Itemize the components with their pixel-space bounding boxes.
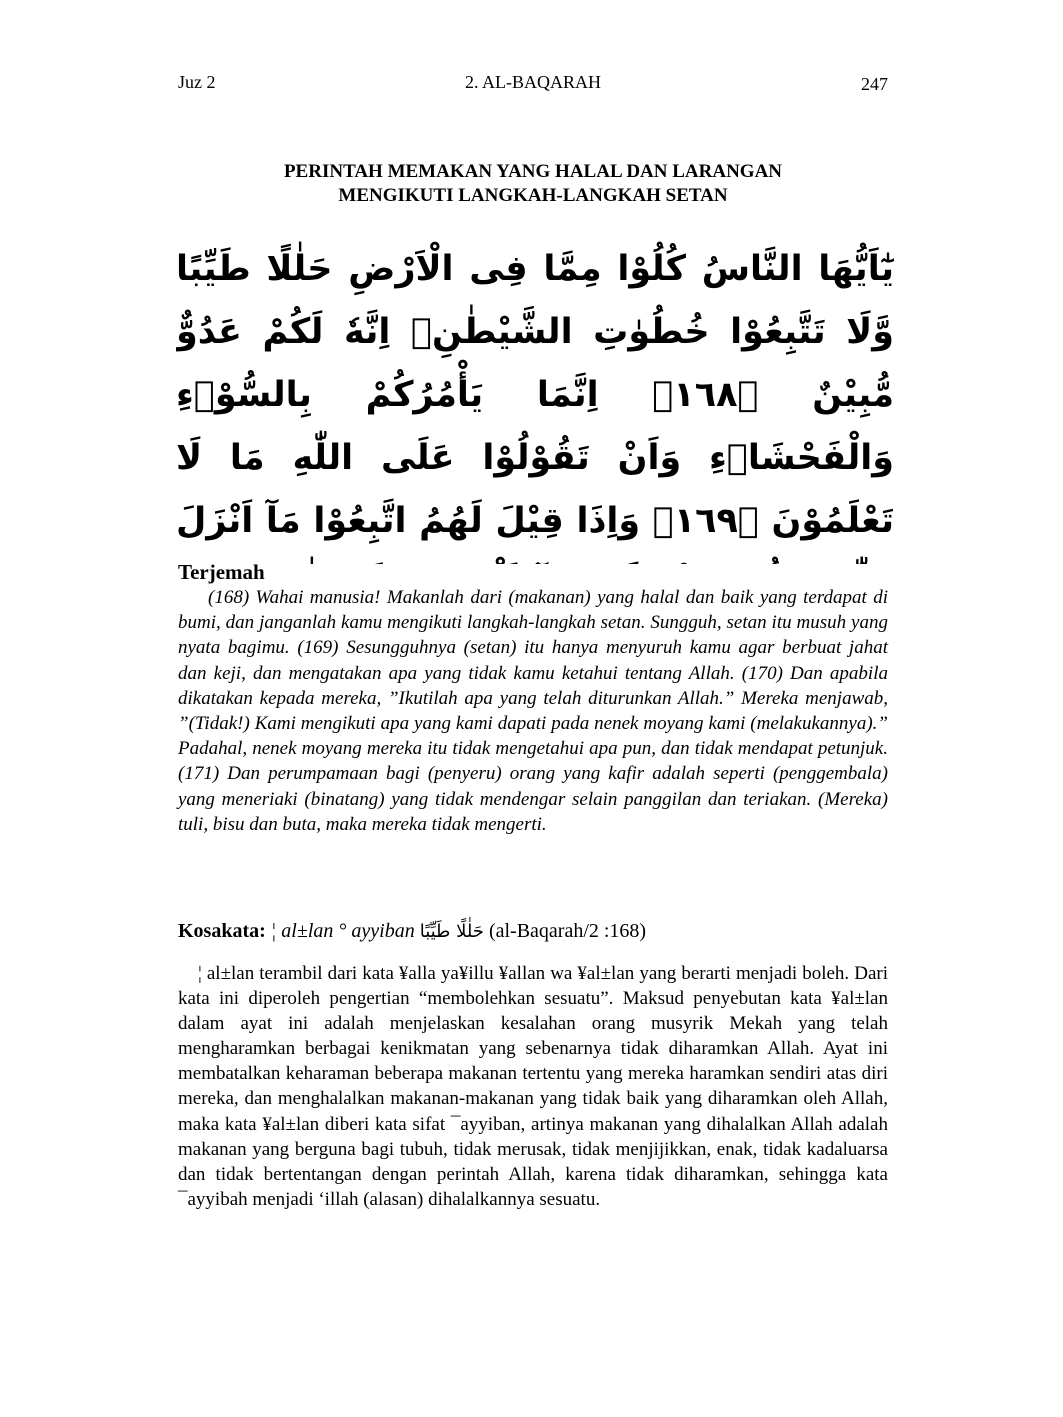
section-title-line-2: MENGIKUTI LANGKAH-LANGKAH SETAN bbox=[338, 185, 728, 206]
kosakata-label: Kosakata: bbox=[178, 920, 266, 942]
surah-label: 2. AL-BAQARAH bbox=[464, 72, 601, 92]
section-title-line-1: PERINTAH MEMAKAN YANG HALAL DAN LARANGAN bbox=[283, 161, 783, 182]
page-header bbox=[178, 72, 888, 102]
kosakata-term: ¦ al±lan ° ayyiban bbox=[270, 920, 415, 942]
kosakata-explanation: ¦ al±lan terambil dari kata ¥alla ya¥illu ¥allan wa ¥al±lan yang berarti menjadi boleh. Dari kata ini diperoleh pengertian “membolehkan sesuatu”. Maksud penyebutan kata ¥al±lan dalam ayat ini adalah menjelaskan kesalahan orang musyrik Mekah yang telah mengharamkan berbagai kenikmatan yang sebenarnya tidak diharamkan Allah. Ayat ini membatalkan keharaman beberapa makanan tertentu yang mereka haramkan sendiri atas diri mereka, dan menghalalkan makanan-makanan yang tidak baik yang diharamkan oleh Allah, maka kata ¥al±lan diberi kata sifat ¯ayyiban, artinya makanan yang dihalalkan Allah adalah makanan yang berguna bagi tubuh, tidak merusak, tidak menjijikkan, enak, tidak kadaluarsa dan tidak bertentangan dengan perintah Allah, karena tidak diharamkan, sehingga kata ¯ayyibah menjadi ‘illah (alasan) dihalalkannya sesuatu. bbox=[178, 963, 888, 1210]
juz-label: Juz 2 bbox=[178, 72, 216, 92]
kosakata-reference: (al-Baqarah/2 :168) bbox=[488, 920, 647, 942]
kosakata-line bbox=[178, 920, 888, 943]
kosakata-arabic-term: حَلٰلًا طَيِّبًا bbox=[419, 921, 484, 942]
arabic-verses: يٰٓاَيُّهَا النَّاسُ كُلُوْا مِمَّا فِى الْاَرْضِ حَلٰلًا طَيِّبًا ۖوَّلَا تَتَّبِعُوْا خُطُوٰتِ الشَّيْطٰنِۗ اِنَّهٗ لَكُمْ عَدُوٌّ مُّبِيْنٌ ﴿١٦٨﴾ اِنَّمَا يَأْمُرُكُمْ بِالسُّوْۤءِ وَالْفَحْشَاۤءِ وَاَنْ تَقُوْلُوْا عَلَى اللّٰهِ مَا لَا تَعْلَمُوْنَ ﴿١٦٩﴾ وَاِذَا قِيْلَ لَهُمُ اتَّبِعُوْا مَآ اَنْزَلَ bbox=[176, 249, 894, 541]
translation-text: (168) Wahai manusia! Makanlah dari (makanan) yang halal dan baik yang terdapat di bumi, dan janganlah kamu mengikuti langkah-langkah setan. Sungguh, setan itu musuh yang nyata bagimu. (169) Sesungguhnya (setan) itu hanya menyuruh kamu agar berbuat jahat dan keji, dan mengatakan apa yang tidak kamu ketahui tentang Allah. (170) Dan apabila dikatakan kepada mereka, ”Ikutilah apa yang telah diturunkan Allah.” Mereka menjawab, ”(Tidak!) Kami mengikuti apa yang kami dapati pada nenek moyang kami (melakukannya).” Padahal, nenek moyang mereka itu tidak mengetahui apa pun, dan tidak mendapat petunjuk. (171) Dan perumpamaan bagi (penyeru) orang yang kafir adalah seperti (penggembala) yang meneriaki (binatang) yang tidak mendengar selain panggilan dan teriakan. (Mereka) tuli, bisu dan buta, maka mereka tidak mengerti. bbox=[178, 587, 888, 835]
translation-heading: Terjemah bbox=[178, 560, 265, 584]
page-number: 247 bbox=[861, 74, 888, 94]
section-title bbox=[178, 160, 888, 208]
